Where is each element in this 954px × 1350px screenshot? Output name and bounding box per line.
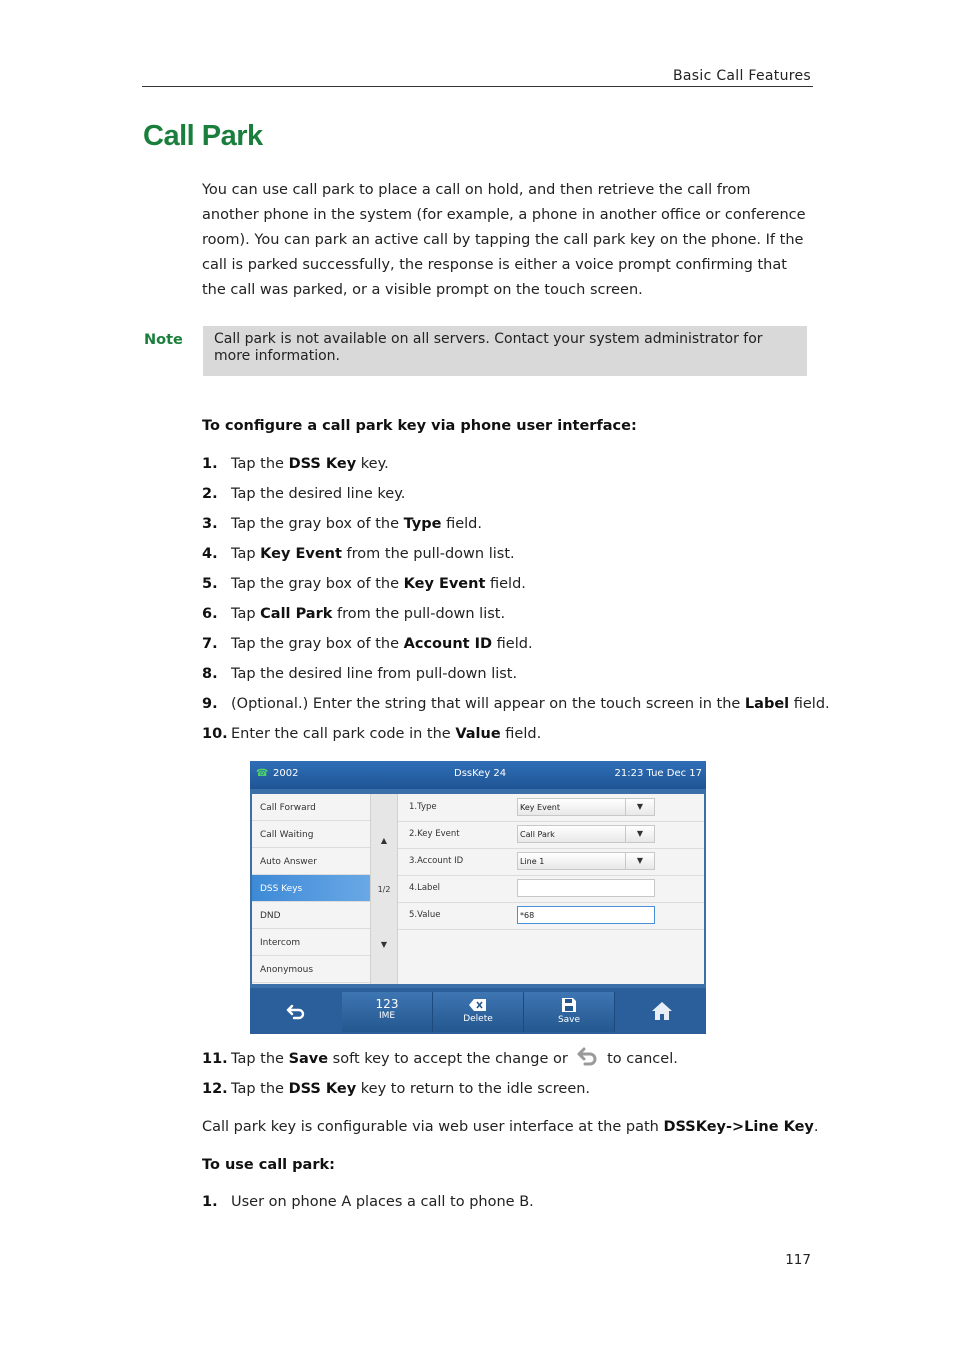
phone-menu-item-auto-answer[interactable]: Auto Answer: [252, 848, 370, 875]
scroll-up-icon[interactable]: ▲: [380, 836, 388, 845]
type-dropdown[interactable]: Key Event ▼: [517, 798, 655, 816]
step-item: 3. Tap the gray box of the Type field.: [202, 516, 482, 532]
phone-menu-item-call-waiting[interactable]: Call Waiting: [252, 821, 370, 848]
page-indicator: 1/2: [377, 885, 391, 894]
back-button[interactable]: [256, 992, 336, 1032]
phone-status-bar: [250, 761, 706, 789]
phone-menu-item-anonymous[interactable]: Anonymous: [252, 956, 370, 983]
step-item: 10. Enter the call park code in the Value field.: [202, 726, 542, 742]
intro-paragraph: You can use call park to place a call on hold, and then retrieve the call from another phone in the system (for example, a phone in another office or conference room). You can park an active call by tapping the call park key on the phone. If the call is parked successfully, the response is either a voice prompt confirming that the call was parked, or a visible prompt on the touch screen.: [202, 182, 806, 298]
phone-menu-item-call-forward[interactable]: Call Forward: [252, 794, 370, 821]
step-item: 7. Tap the gray box of the Account ID field.: [202, 636, 533, 652]
phone-body: [252, 794, 704, 984]
step-item: 4. Tap Key Event from the pull-down list.: [202, 546, 515, 562]
phone-menu: [252, 794, 370, 984]
phone-datetime: 21:23 Tue Dec 17: [614, 768, 702, 779]
web-ui-note: Call park key is configurable via web user interface at the path DSSKey->Line Key.: [202, 1119, 819, 1135]
step-item: 1. User on phone A places a call to phone B.: [202, 1194, 534, 1210]
phone-fields: [398, 794, 704, 984]
note-box: [203, 326, 807, 376]
field-label: 5.Value: [409, 910, 441, 920]
phone-account-icon: ☎: [256, 768, 269, 779]
running-header: Basic Call Features: [673, 68, 811, 84]
home-button[interactable]: [622, 992, 702, 1032]
field-row-key-event: [398, 821, 704, 849]
step-item: 1. Tap the DSS Key key.: [202, 456, 389, 472]
back-arrow-icon: [576, 1045, 598, 1067]
phone-menu-item-dnd[interactable]: DND: [252, 902, 370, 929]
phone-account: 2002: [273, 768, 299, 779]
phone-screenshot: [250, 761, 706, 1034]
page-number: 117: [785, 1252, 811, 1268]
procedure-heading-use: To use call park:: [202, 1157, 335, 1173]
field-row-label: [398, 875, 704, 903]
dropdown-arrow-icon: ▼: [625, 853, 654, 869]
label-input[interactable]: [517, 879, 655, 897]
phone-softkey-bar: [250, 988, 706, 1034]
step-item: 8. Tap the desired line from pull-down list.: [202, 666, 518, 682]
ime-softkey[interactable]: 123 IME: [342, 992, 433, 1032]
step-item: 9. (Optional.) Enter the string that will appear on the touch screen in the Label field.: [202, 696, 830, 712]
dropdown-arrow-icon: ▼: [625, 826, 654, 842]
step-item: 12. Tap the DSS Key key to return to the idle screen.: [202, 1081, 591, 1097]
ime-icon: 123: [375, 997, 399, 1011]
dropdown-arrow-icon: ▼: [625, 799, 654, 815]
phone-screen-title: DssKey 24: [454, 768, 507, 779]
scroll-down-icon[interactable]: ▼: [380, 940, 388, 949]
field-row-account-id: [398, 848, 704, 876]
field-label: 1.Type: [409, 802, 437, 812]
value-input[interactable]: *68: [517, 906, 655, 924]
field-row-value: [398, 902, 704, 930]
key-event-dropdown[interactable]: Call Park ▼: [517, 825, 655, 843]
field-label: 4.Label: [409, 883, 441, 893]
procedure-heading-configure: To configure a call park key via phone user interface:: [202, 418, 637, 434]
save-softkey[interactable]: Save: [524, 992, 615, 1032]
phone-menu-item-dss-keys[interactable]: DSS Keys: [252, 875, 370, 902]
phone-scrollbar[interactable]: [370, 794, 398, 984]
step-item: 5. Tap the gray box of the Key Event field.: [202, 576, 526, 592]
save-icon: [562, 998, 576, 1012]
delete-softkey[interactable]: Delete: [433, 992, 524, 1032]
field-label: 2.Key Event: [409, 829, 460, 839]
field-row-type: [398, 794, 704, 822]
delete-icon: [469, 999, 487, 1011]
phone-menu-item-intercom[interactable]: Intercom: [252, 929, 370, 956]
note-text: Call park is not available on all servers. Contact your system administrator for more information.: [214, 331, 763, 364]
step-item: 11. Tap the Save soft key to accept the change or to cancel.: [202, 1051, 678, 1067]
home-icon: [651, 1001, 673, 1021]
step-item: 2. Tap the desired line key.: [202, 486, 406, 502]
back-arrow-icon: [286, 1002, 306, 1022]
header-rule: [142, 86, 813, 87]
field-label: 3.Account ID: [409, 856, 464, 866]
account-id-dropdown[interactable]: Line 1 ▼: [517, 852, 655, 870]
section-title: Call Park: [143, 120, 263, 152]
note-label: Note: [144, 332, 183, 348]
step-item: 6. Tap Call Park from the pull-down list.: [202, 606, 506, 622]
